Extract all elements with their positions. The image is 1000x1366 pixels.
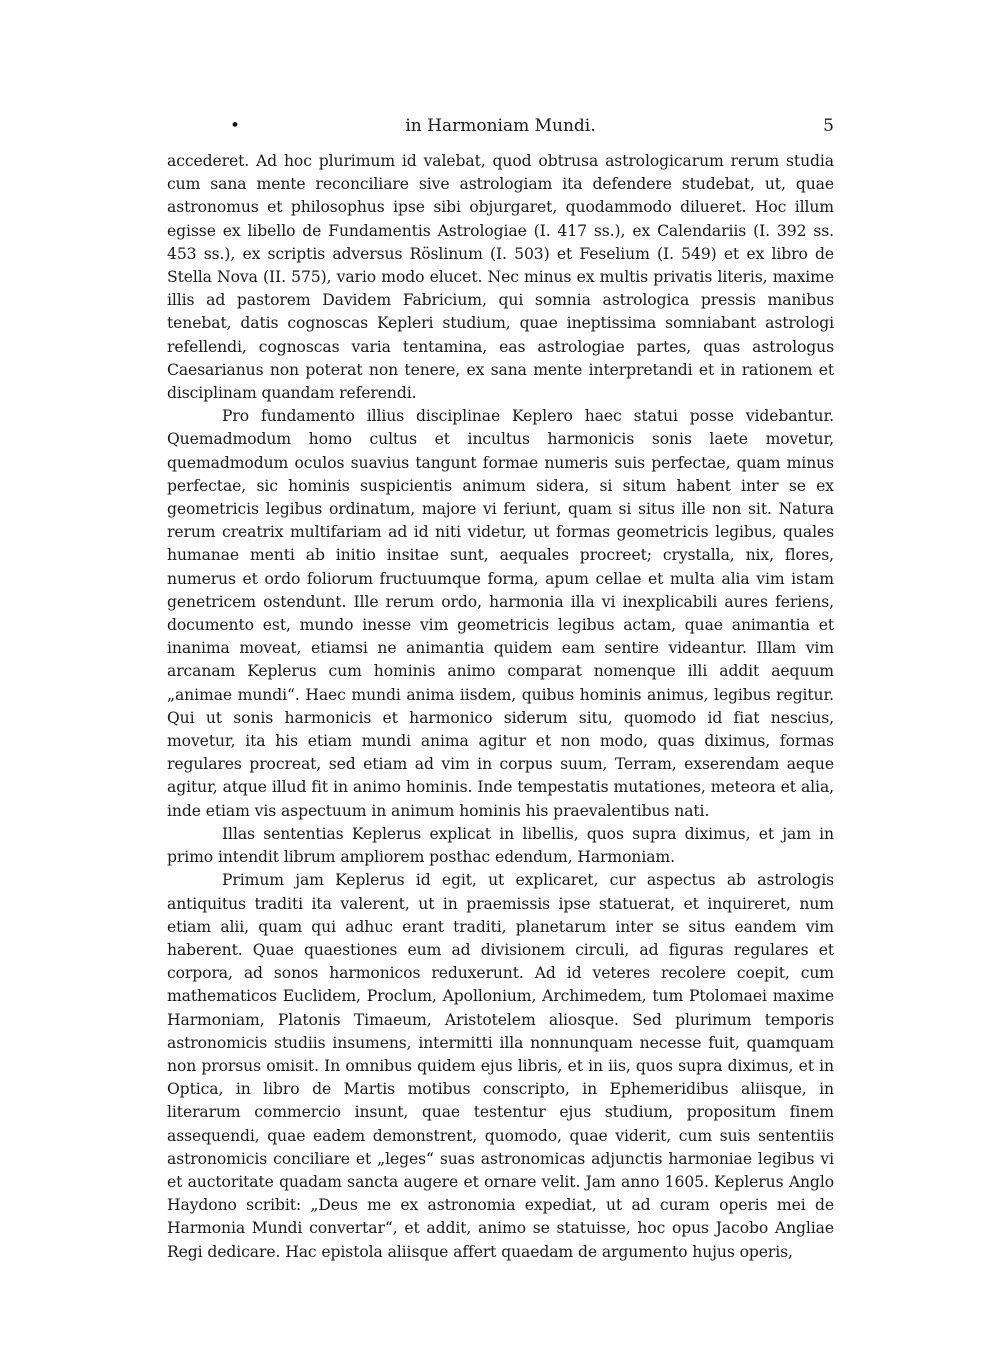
paragraph-2: Pro fundamento illius disciplinae Keplero haec statui posse videbantur. Quemadmodum homo cultus et incultus harmonicis sonis laete movetur, quemadmodum oculos suavius tangunt formae numeris suis perfectae, quam minus perfectae, sic hominis suspicientis animum sidera, si situm habent inter se ex geometricis legibus ordinatum, majore vi feriunt, quam si situs ille non sit. Natura rerum creatrix multifariam ad id niti videtur, ut formas geometricis legibus, quales humanae menti ab initio insitae sunt, aequales procreet; crystalla, nix, flores, numerus et ordo foliorum fructuumque forma, apum cellae et multa alia vim istam genetricem ostendunt. Ille rerum ordo, harmonia illa vi inexplicabili aures feriens, documento est, mundo inesse vim geometricis legibus actam, quae animantia et inanima moveat, etiamsi ne animantia quidem eam sentire videantur. Illam vim arcanam Keplerus cum hominis animo comparat nomenque illi addit aequum „animae mundi“. Haec mundi anima iisdem, quibus hominis animus, legibus regitur. Qui ut sonis harmonicis et harmonico siderum situ, quomodo id fiat nescius, movetur, ita his etiam mundi anima agitur et non modo, quas diximus, formas regulares procreat, sed etiam ad vim in corpus suum, Terram, exserendam aeque agitur, atque illud fit in animo hominis. Inde tempestatis mutationes, meteora et alia, inde etiam vis aspectuum in animum hominis his praevalentibus nati.	[167, 407, 834, 820]
paragraph-1: accederet. Ad hoc plurimum id valebat, quod obtrusa astrologicarum rerum studia cum sana mente reconciliare sive astrologiam ita defendere studebat, ut, quae astronomus et philosophus ipse sibi objurgaret, quodammodo dilueret. Hoc illum egisse ex libello de Fundamentis Astrologiae (I. 417 ss.), ex Calendariis (I. 392 ss. 453 ss.), ex scriptis adversus Röslinum (I. 503) et Feselium (I. 549) et ex libro de Stella Nova (II. 575), vario modo elucet. Nec minus ex multis privatis literis, maxime illis ad pastorem Davidem Fabricium, qui somnia astrologica pressis manibus tenebat, datis cognoscas Kepleri studium, quae ineptissima somniabant astrologi refellendi, cognoscas varia tentamina, eas astrologiae partes, quas astrologus Caesarianus non poterat non tenere, ex sana mente interpretandi et in rationem et disciplinam quandam referendi.	[167, 152, 834, 403]
running-title: in Harmoniam Mundi.	[405, 116, 596, 136]
paragraph-3: Illas sententias Keplerus explicat in libellis, quos supra diximus, et jam in primo intendit librum ampliorem posthac edendum, Harmoniam.	[167, 824, 834, 867]
running-header	[167, 114, 834, 144]
book-page	[167, 114, 834, 1264]
header-bullet: •	[230, 116, 241, 136]
page-number: 5	[823, 116, 834, 136]
body-text	[167, 150, 834, 1264]
paragraph-4: Primum jam Keplerus id egit, ut explicaret, cur aspectus ab astrologis antiquitus traditi ita valerent, ut in praemissis ipse statuerat, et inquireret, num etiam alii, quam qui adhuc erant traditi, planetarum inter se situs eandem vim haberent. Quae quaestiones eum ad divisionem circuli, ad figuras regulares et corpora, ad sonos harmonicos reduxerunt. Ad id veteres recolere coepit, cum mathematicos Euclidem, Proclum, Apollonium, Archimedem, tum Ptolomaei maxime Harmoniam, Platonis Timaeum, Aristotelem aliosque. Sed plurimum temporis astronomicis studiis insumens, intermitti illa nonnunquam necesse fuit, quamquam non prorsus omisit. In omnibus quidem ejus libris, et in iis, quos supra diximus, et in Optica, in libro de Martis motibus conscripto, in Ephemeridibus aliisque, in literarum commercio insunt, quae testentur ejus studium, propositum finem assequendi, quae eadem demonstrent, quomodo, quae viderit, cum suis sententiis astronomicis conciliare et „leges“ suas astronomicas adjunctis harmoniae legibus vi et auctoritate quadam sancta augere et ornare velit. Jam anno 1605. Keplerus Anglo Haydono scribit: „Deus me ex astronomia expediat, ut ad curam operis mei de Harmonia Mundi convertar“, et addit, animo se statuisse, hoc opus Jacobo Angliae Regi dedicare. Hac epistola aliisque affert quaedam de argumento hujus operis,	[167, 871, 834, 1261]
